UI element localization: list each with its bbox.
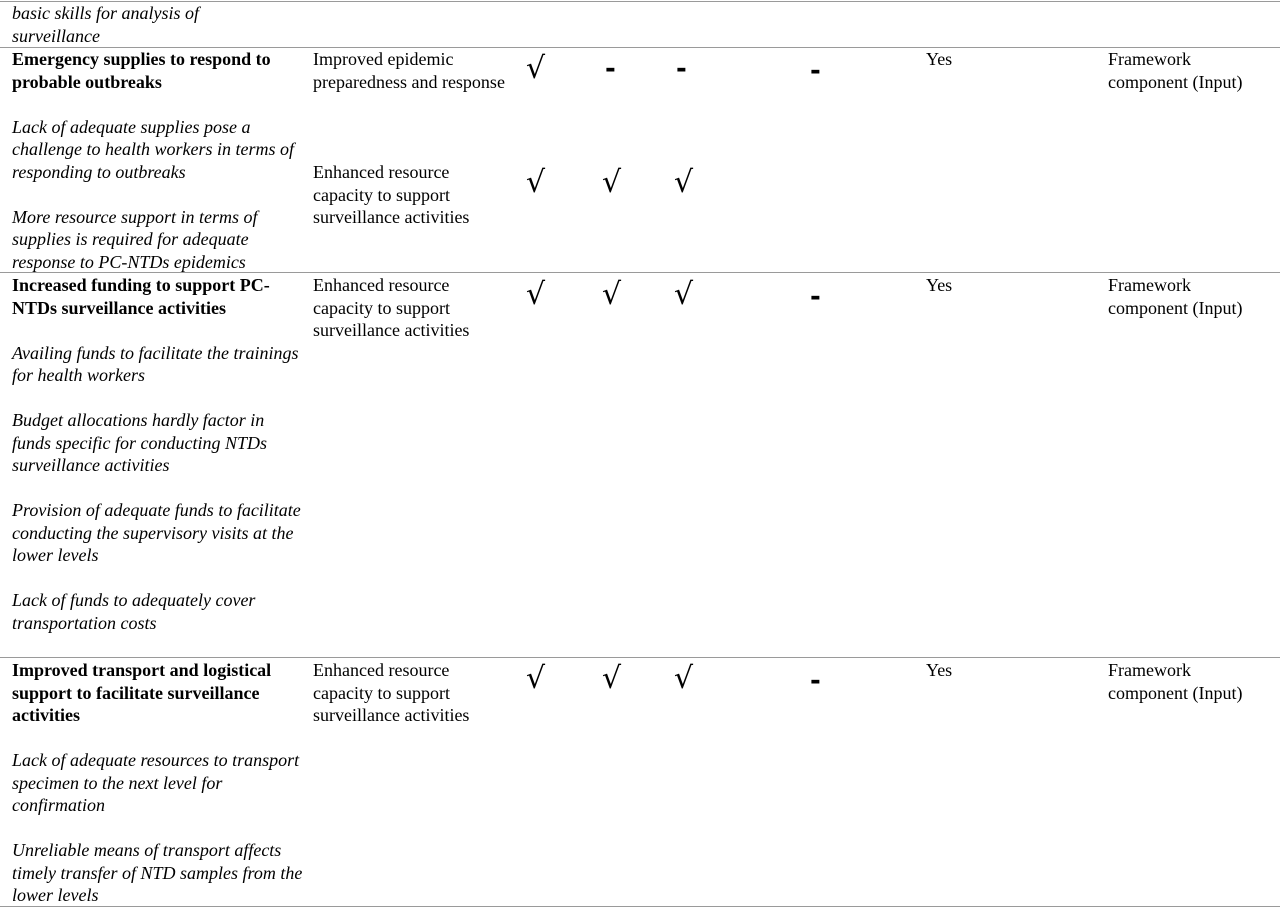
table-bottom-border xyxy=(0,906,1280,907)
dash-mark: - xyxy=(810,666,821,696)
participant-quote: Budget allocations hardly factor in funds specific for conducting NTDs surveillance activities xyxy=(12,410,267,475)
dash-mark: - xyxy=(810,282,821,312)
check-mark: √ xyxy=(674,165,694,200)
framework-cell: Framework component (Input) xyxy=(1108,660,1243,703)
row-divider xyxy=(0,657,1280,658)
yes-cell: Yes xyxy=(926,660,953,680)
dash-mark: - xyxy=(676,54,687,84)
check-mark: √ xyxy=(602,661,622,696)
check-mark: √ xyxy=(674,661,694,696)
dash-mark: - xyxy=(605,54,616,84)
outcome-cell: Enhanced resource capacity to support surveillance activities xyxy=(313,660,470,725)
framework-cell: Framework component (Input) xyxy=(1108,49,1243,92)
check-mark: √ xyxy=(526,661,546,696)
theme-title: Improved transport and logistical support to facilitate surveillance activities xyxy=(12,660,272,725)
participant-quote: Lack of funds to adequately cover transportation costs xyxy=(12,590,256,633)
theme-cell xyxy=(12,274,307,634)
participant-quote: Provision of adequate funds to facilitate conducting the supervisory visits at the lower levels xyxy=(12,500,301,565)
participant-quote: Availing funds to facilitate the trainings for health workers xyxy=(12,342,299,385)
theme-cell xyxy=(12,48,307,273)
check-mark: √ xyxy=(674,277,694,312)
check-mark: √ xyxy=(526,51,546,86)
theme-cell xyxy=(12,659,307,907)
previous-row-continuation: basic skills for analysis of surveillance xyxy=(12,3,200,46)
outcome-cell: Enhanced resource capacity to support surveillance activities xyxy=(313,162,470,227)
participant-quote: Lack of adequate resources to transport specimen to the next level for confirmation xyxy=(12,750,300,815)
yes-cell: Yes xyxy=(926,49,953,69)
participant-quote: More resource support in terms of supplies is required for adequate response to PC-NTDs epidemics xyxy=(12,206,258,272)
participant-quote: Unreliable means of transport affects timely transfer of NTD samples from the lower levels xyxy=(12,840,303,905)
check-mark: √ xyxy=(602,277,622,312)
participant-quote: Lack of adequate supplies pose a challenge to health workers in terms of responding to outbreaks xyxy=(12,116,294,182)
check-mark: √ xyxy=(526,277,546,312)
check-mark: √ xyxy=(602,165,622,200)
outcome-cell: Enhanced resource capacity to support surveillance activities xyxy=(313,275,470,340)
framework-cell: Framework component (Input) xyxy=(1108,275,1243,318)
check-mark: √ xyxy=(526,165,546,200)
row-divider xyxy=(0,272,1280,273)
yes-cell: Yes xyxy=(926,275,953,295)
theme-title: Emergency supplies to respond to probable outbreaks xyxy=(12,49,271,92)
outcome-cell: Improved epidemic preparedness and response xyxy=(313,49,505,92)
theme-title: Increased funding to support PC-NTDs surveillance activities xyxy=(12,275,270,318)
table-top-border xyxy=(0,1,1280,2)
dash-mark: - xyxy=(810,56,821,86)
